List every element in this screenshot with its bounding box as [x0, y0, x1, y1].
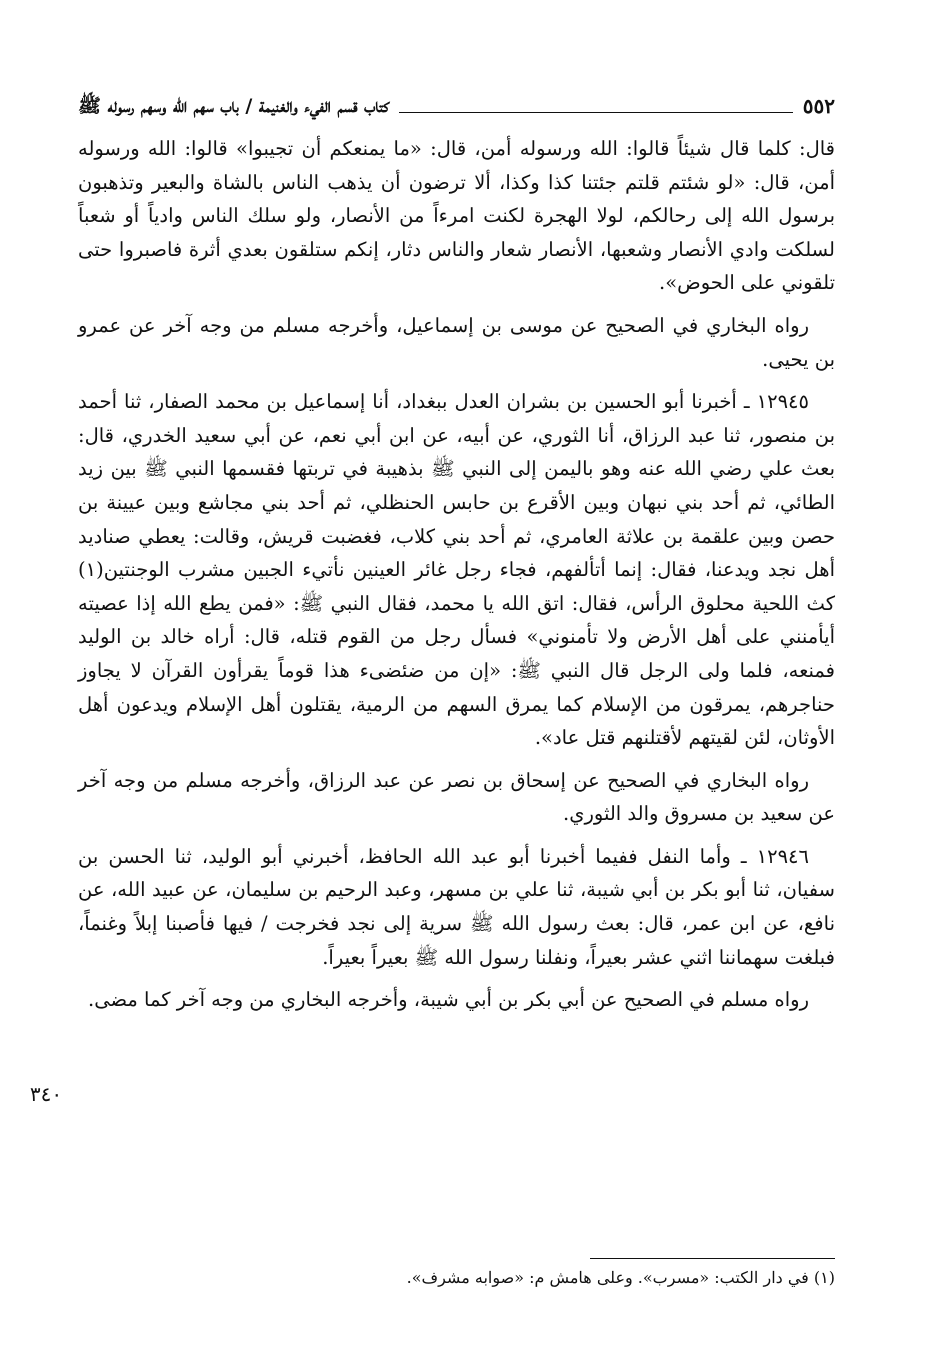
- paragraph-hadith-12946: ١٢٩٤٦ ـ وأما النفل ففيما أخبرنا أبو عبد الله الحافظ، أخبرني أبو الوليد، ثنا الحسن بن سفيان، ثنا أبو بكر بن أبي شيبة، ثنا علي بن مسهر، وعبد الرحيم بن سليمان، عن عبيد الله، عن نافع، عن ابن عمر، قال: بعث رسول الله ﷺ سرية إلى نجد فخرجت / فيها فأصبنا إبلاً وغنماً، فبلغت سهماننا اثني عشر بعيراً، ونفلنا رسول الله ﷺ بعيراً بعيراً.: [78, 844, 835, 969]
- paragraph-1: قال: كلما قال شيئاً قالوا: الله ورسوله أمن، قال: «ما يمنعكم أن تجيبوا» قالوا: الله ورسوله أمن، قال: «لو شئتم قلتم جئتنا كذا وكذا، ألا ترضون أن يذهب الناس بالشاة والبعير وتذهبون برسول الله إلى رحالكم، لولا الهجرة لكنت امرءاً من الأنصار، ولو سلك الناس وادياً أو شعباً لسلكت وادي الأنصار وشعبها، الأنصار شعار والناس دثار، إنكم ستلقون بعدي أثرة فاصبروا حتى تلقوني على الحوض».: [78, 137, 835, 295]
- paragraph-6: رواه مسلم في الصحيح عن أبي بكر بن أبي شيبة، وأخرجه البخاري من وجه آخر كما مضى.: [88, 988, 809, 1012]
- header-title: كتاب قسم الفيء والغنيمة / باب سهم الله وسهم رسوله ﷺ: [78, 95, 390, 117]
- main-text: [78, 132, 835, 1026]
- page-number: ٥٥٢: [802, 94, 835, 118]
- paragraph-2: رواه البخاري في الصحيح عن موسى بن إسماعيل، وأخرجه مسلم من وجه آخر عن عمرو بن يحيى.: [78, 313, 835, 371]
- paragraph-hadith-12945: ١٢٩٤٥ ـ أخبرنا أبو الحسين بن بشران العدل ببغداد، أنا إسماعيل بن محمد الصفار، ثنا أحمد بن منصور، ثنا عبد الرزاق، أنا الثوري، عن أبيه، عن ابن أبي نعم، عن أبي سعيد الخدري، قال: بعث علي رضي الله عنه وهو باليمن إلى النبي ﷺ بذهيبة في تربتها فقسمها النبي ﷺ بين زيد الطائي، ثم أحد بني نبهان وبين الأقرع بن حابس الحنظلي، ثم أحد بني مجاشع وبين عيينة بن حصن وبين علقمة بن علاثة العامري، ثم أحد بني كلاب، فغضبت قريش، وقالت: يعطي صناديد أهل نجد ويدعنا، فقال: إنما أتألفهم، فجاء رجل غائر العينين نأتيء الجبين مشرب الوجنتين(١) كث اللحية محلوق الرأس، فقال: اتق الله يا محمد، فقال النبي ﷺ: «فمن يطع الله إذا عصيته أيأمنني على أهل الأرض ولا تأمنوني» فسأل رجل من القوم قتله، قال: أراه خالد بن الوليد فمنعه، فلما ولى الرجل قال النبي ﷺ: «إن من ضئضىء هذا قوماً يقرأون القرآن لا يجاوز حناجرهم، يمرقون من الإسلام كما يمرق السهم من الرمية، يقتلون أهل الإسلام ويدعون أهل الأوثان، لئن لقيتهم لأقتلنهم قتل عاد».: [78, 390, 835, 750]
- footnote-rule: [590, 1258, 835, 1259]
- paragraph-4: رواه البخاري في الصحيح عن إسحاق بن نصر عن عبد الرزاق، وأخرجه مسلم من وجه آخر عن سعيد بن مسروق والد الثوري.: [78, 768, 835, 826]
- footnote: (١) في دار الكتب: «مسرب». وعلى هامش م: «صوابه مشرف».: [406, 1268, 835, 1287]
- margin-page-reference: ٣٤٠: [29, 1082, 63, 1106]
- header-rule: [399, 112, 793, 113]
- running-header: [78, 86, 835, 120]
